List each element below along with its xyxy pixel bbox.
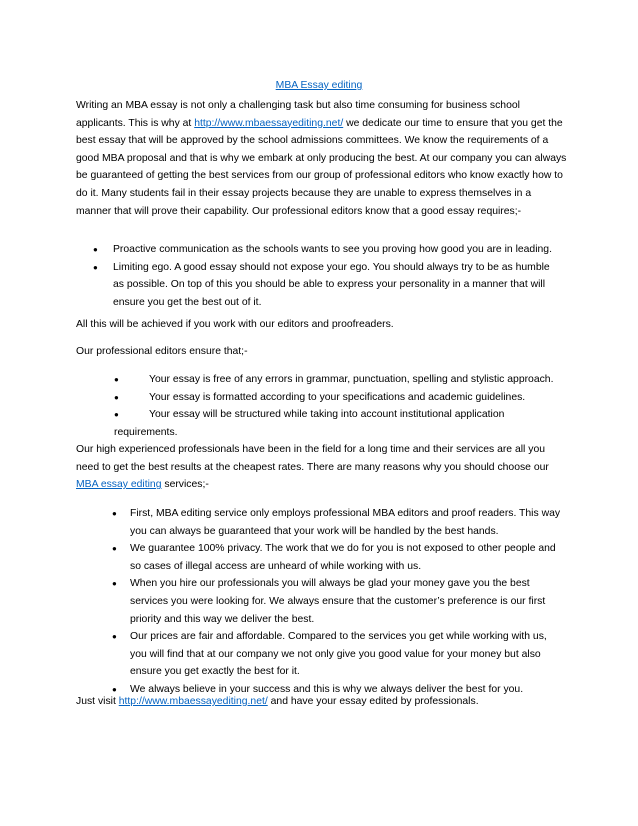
- list-item-text: Your essay will be structured while taking into account institutional application: [149, 409, 505, 421]
- list-item-continuation: requirements.: [114, 426, 178, 438]
- list-item-text: When you hire our professionals you will always be glad your money gave you the best services you were looking for. We always ensure that the customer’s preference is our first priority and this way we deliver the best.: [130, 578, 546, 625]
- list-item: [114, 389, 564, 407]
- services-text-before: Our high experienced professionals have been in the field for a long time and their services are all you need to get the best results at the cheapest rates. There are many reasons why you should choose our: [76, 444, 549, 473]
- list-item: [114, 406, 564, 441]
- bullet-icon: ●: [112, 579, 117, 589]
- list-item-text: Limiting ego. A good essay should not expose your ego. You should always try to be as humble as possible. On top of this you should be able to express your personality in a manner that will ensure you get the best out of it.: [113, 261, 550, 308]
- website-link[interactable]: http://www.mbaessayediting.net/: [194, 117, 344, 129]
- closing-paragraph: [76, 693, 569, 711]
- bullet-icon: ●: [114, 392, 119, 402]
- bullet-icon: ●: [114, 375, 119, 384]
- list-item-text: Our prices are fair and affordable. Compared to the services you get while working with us, you will find that at our company we not only give you good value for your money but also ensure you get exactly the best for it.: [130, 631, 547, 678]
- list-item: [114, 371, 564, 389]
- ensure-list: [114, 371, 564, 441]
- list-item-text: Proactive communication as the schools wants to see you proving how good you are in leading.: [113, 244, 552, 255]
- list-item: [112, 575, 562, 628]
- list-item: [95, 241, 560, 259]
- intro-text-before: Writing an MBA essay is not only a challenging task but also time consuming for business school applicants. This is why at: [76, 100, 520, 129]
- list-item-text: Your essay is free of any errors in grammar, punctuation, spelling and stylistic approach.: [149, 374, 554, 385]
- list-item: [112, 540, 562, 575]
- bullet-icon: ●: [112, 684, 117, 694]
- services-paragraph: [76, 441, 569, 494]
- list-item-text: First, MBA editing service only employs professional MBA editors and proof readers. This way you can always be guaranteed that your work will be handled by the best hands.: [130, 508, 561, 537]
- closing-text-after: and have your essay edited by professionals.: [267, 696, 479, 707]
- list-item-text: We always believe in your success and this is why we always deliver the best for you.: [130, 683, 524, 695]
- intro-text-after: we dedicate our time to ensure that you get the best essay that will be approved by the school admissions committees. We know the requirements of a good MBA proposal and that is why we embark at only producing the best. At our company you can always be guaranteed of getting the best services from our group of professional editors who know exactly how to do it. Many students fail in their essay projects because they are unable to express themselves in a manner that will prove their capability. Our professional editors know that a good essay requires;-: [76, 117, 567, 217]
- editors-ensure-paragraph: Our professional editors ensure that;-: [76, 346, 248, 357]
- list-item-text: Your essay is formatted according to your specifications and academic guidelines.: [149, 391, 526, 403]
- reasons-list: [112, 505, 562, 699]
- bullet-icon: ●: [93, 262, 98, 272]
- list-item: [112, 628, 562, 681]
- bullet-icon: ●: [112, 544, 117, 554]
- closing-text-before: Just visit: [76, 696, 119, 707]
- bullet-icon: ●: [112, 632, 117, 642]
- intro-paragraph: [76, 97, 569, 220]
- list-item: [112, 505, 562, 540]
- bullet-icon: ●: [114, 410, 119, 420]
- bullet-icon: ●: [112, 509, 117, 518]
- list-item-text: We guarantee 100% privacy. The work that we do for you is not exposed to other people and so cases of illegal access are unheard of while working with us.: [130, 543, 556, 572]
- services-text-after: services;-: [161, 479, 209, 491]
- title-link[interactable]: MBA Essay editing: [275, 80, 363, 91]
- mba-essay-editing-link[interactable]: MBA essay editing: [76, 479, 162, 491]
- bullet-icon: ●: [93, 245, 98, 254]
- document-title: [0, 77, 638, 95]
- achievement-paragraph: All this will be achieved if you work with our editors and proofreaders.: [76, 319, 394, 330]
- requirements-list: [95, 241, 560, 311]
- list-item: [95, 259, 560, 312]
- closing-website-link[interactable]: http://www.mbaessayediting.net/: [118, 696, 268, 707]
